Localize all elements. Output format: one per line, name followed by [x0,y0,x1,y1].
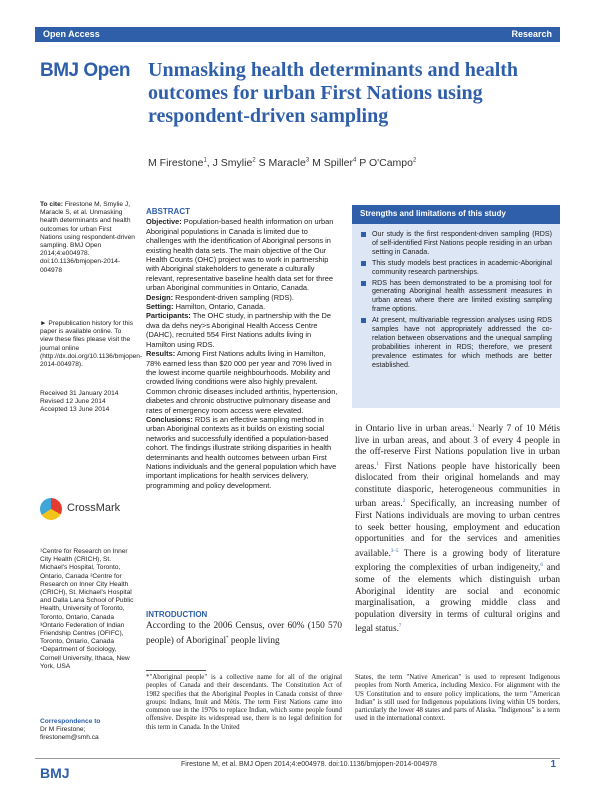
author-name: M Firestone [148,157,204,169]
reference-link[interactable]: 6 [540,563,543,569]
intro-text-a: According to the 2006 Census, over 60% (150 570 people) of Aboriginal [146,621,342,646]
list-item: RDS has been demonstrated to be a promising tool for generating Aboriginal health assessment measures in urban areas where there are limited existing sampling frame options. [372,278,552,314]
crossmark-badge[interactable] [40,496,136,522]
intro-text-b: people living [228,635,280,646]
author-sup: 4 [352,157,357,164]
citation-block [40,201,135,275]
author-list [148,157,416,169]
prepub-text[interactable]: ► Prepublication history for this paper is available online. To view these files please visit the journal online (http://dx.doi.org/10.1136/bmjopen-2014-004978). [40,320,143,369]
setting-label: Setting: [146,302,174,312]
article-title: Unmasking health determinants and health outcomes for urban First Nations using respondent-driven sampling [148,59,519,127]
accepted-date: Accepted 13 June 2014 [40,406,110,414]
author-name: M Spiller [312,157,353,169]
crossmark-icon [40,498,62,520]
list-item: Our study is the first respondent-driven sampling (RDS) of self-identified First Nations people residing in an urban setting in Canada. [372,230,552,256]
participants-text: The OHC study, in partnership with the De dwa da dehs ney>s Aboriginal Health Access Centre (DAHC), recruited 554 First Nations adults living in Hamilton using RDS. [146,311,331,349]
body-text: There is a growing body of literature exploring the complexities of urban indigeneity, [355,548,560,574]
author-sup: 3 [305,157,310,164]
strengths-box [352,205,560,408]
introduction-heading: INTRODUCTION [146,610,208,619]
footnote-right [355,674,560,724]
body-text: in Ontario live in urban areas. [355,424,472,435]
cite-label: To cite: [40,201,63,208]
dates-block [40,390,135,415]
list-item: At present, multivariable regression analyses using RDS samples have not appropriately addressed the co-relation between observations and the unequal sampling probabilities inherent in RDS; therefore, we present prevalence estimates for which methods are better established. [372,316,552,369]
author-name: S Maracle [258,157,306,169]
conclusions-text: RDS is an effective sampling method in urban Aboriginal contexts as it builds on existing social networks and successfully identified a population-based cohort. The findings illustrate striking disparities in health determinants and health outcomes between urban First Nations individuals and the general population which have important implications for health services delivery, programming and policy development. [146,414,337,490]
received-date: Received 31 January 2014 [40,390,119,397]
footer-citation: Firestone M, et al. BMJ Open 2014;4:e004978. doi:10.1136/bmjopen-2014-004978 [181,761,437,768]
footnote-marker[interactable]: * [226,635,229,641]
correspondence-text[interactable]: Dr M Firestone; firestonem@smh.ca [40,726,99,742]
design-label: Design: [146,292,174,302]
open-access-label: Open Access [43,29,100,39]
crossmark-label: CrossMark [67,502,121,514]
revised-date: Revised 12 June 2014 [40,398,106,406]
footnote-divider [146,670,206,671]
author-sup: 2 [412,157,417,164]
results-text: Among First Nations adults living in Hamilton, 78% earned less than $20 000 per year and 70% lived in the lowest income quartile neighbourhoods. Mobility and crowded living conditions were also highly prevalent. Common chronic diseases included arthritis, hypertension, diabetes and chronic obstructive pulmonary disease and rates of emergency room access were elevated. [146,349,338,415]
body-text: Specifically, an increasing number of First Nations individuals are moving to urban centres to seek better housing, employment and education opportunities and for the services and amenities available. [355,499,560,559]
page-number: 1 [550,759,556,770]
footnote-text: *"Aboriginal people" is a collective name for all of the original peoples of Canada and their descendants. The Constitution Act of 1982 specifies that the Aboriginal Peoples in Canada consist of three groups: Indians, Inuit and Métis. The term First Nations came into common use in the 1970s to replace Indian, which some people found offensive. Despite its widespread use, there is no legal definition for this term in Canada. In the United [146,674,342,731]
author-sep: , [206,157,213,169]
setting-text: Hamilton, Ontario, Canada. [175,302,266,312]
affiliations [40,548,135,671]
results-label: Results: [146,349,176,359]
correspondence-label: Correspondence to [40,718,101,725]
objective-text: Population-based health information on urban Aboriginal populations in Canada is limited due to challenges with the identification of Aboriginal persons in existing health data sets. The main objective of the Our Health Counts (OHC) project was to work in partnership with Aboriginal stakeholders to generate a culturally relevant, representative baseline health data set for three urban Aboriginal communities in Ontario, Canada. [146,217,334,293]
top-banner [35,27,560,42]
author-sup: 1 [203,157,207,164]
cite-text: Firestone M, Smylie J, Maracle S, et al. Unmasking health determinants and health outcomes for urban First Nations using respondent-driven sampling. BMJ Open 2014;4:e004978. doi:10.1136/bmjopen-2014-004978 [40,201,135,274]
abstract-heading: ABSTRACT [146,207,190,216]
abstract [146,207,342,490]
reference-link[interactable]: 1 [471,424,475,429]
footnote-text: States, the term "Native American" is used to represent Indigenous peoples from North America, including Mexico. For alignment with the US Constitution and to ensure policy implications, the term "American Indian" is still used for Indigenous populations living within US borders, particularly the lower 48 states and parts of Alaska. "Indigenous" is a term used in the international context. [355,674,560,723]
correspondence [40,718,135,743]
section-label: Research [511,29,552,39]
reference-link[interactable]: 2 [402,499,406,505]
participants-label: Participants: [146,311,191,321]
author-sup: 2 [252,157,256,164]
strengths-list [352,230,560,370]
page-footer [35,755,560,781]
author-name: P O'Campo [359,157,413,169]
reference-link[interactable]: 3–5 [390,548,399,554]
design-text: Respondent-driven sampling (RDS). [175,292,294,302]
body-text: Nearly 7 of 10 Métis live in urban areas, and about 3 of every 4 people in the off-reserve First Nations population live in urban areas. [355,424,560,472]
reference-link[interactable]: 7 [398,624,402,630]
body-paragraph [355,421,560,636]
reference-link[interactable]: 1 [376,461,379,467]
introduction-text [146,621,342,647]
author-name: J Smylie [212,157,253,169]
conclusions-label: Conclusions: [146,414,193,424]
strengths-heading: Strengths and limitations of this study [352,205,560,224]
journal-logo: BMJ Open [40,60,130,81]
footnote-left [146,674,342,732]
footer-logo: BMJ [40,765,70,781]
body-text: First Nations people have historically been dislocated from their original homelands and may constitute diasporic, heterogeneous communities in urban areas. [355,461,560,510]
body-text: and some of the elements which distinguish urban Aboriginal identity are social and economic marginalisation, a growing middle class and population diversity in terms of cultural origins and legal status. [355,563,561,635]
objective-label: Objective: [146,217,182,227]
body-text-column [355,421,560,636]
prepub-note[interactable] [40,320,143,369]
affiliations-text: ¹Centre for Research on Inner City Health (CRICH), St. Michael's Hospital, Toronto, Ontario, Canada ²Centre for Research on Inner City Health (CRICH), St. Michael's Hospital and Dalla Lana School of Public Health, University of Toronto, Toronto, Ontario, Canada ³Ontario Federation of Indian Friendship Centres (OFIFC), Toronto, Ontario, Canada ⁴Department of Sociology, Cornell University, Ithaca, New York, USA [40,548,134,670]
introduction [146,610,342,647]
list-item: This study models best practices in academic-Aboriginal community research partnerships. [372,258,552,276]
